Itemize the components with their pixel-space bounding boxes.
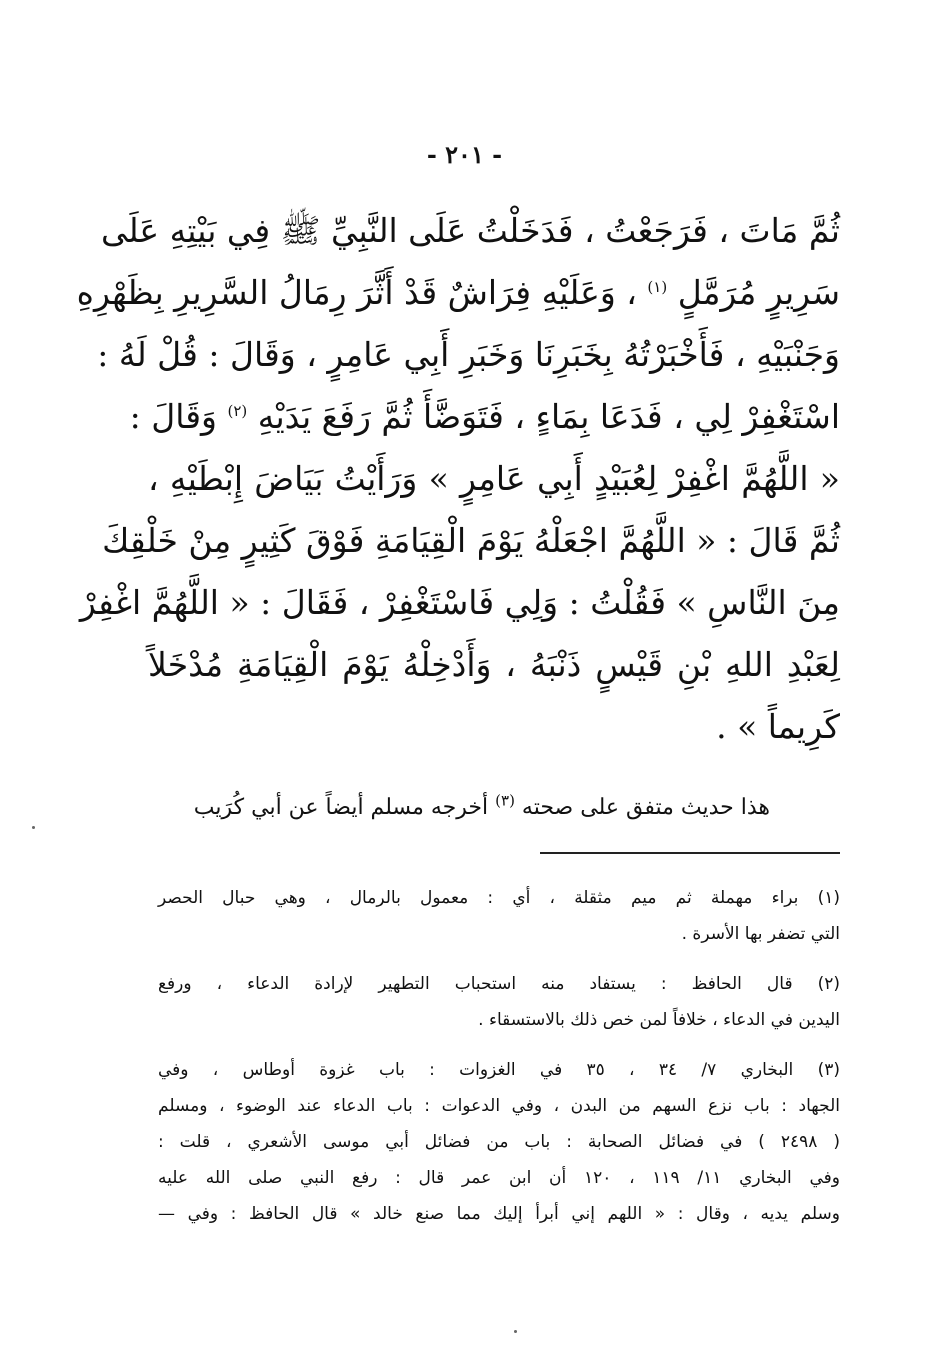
text-line-8: لِعَبْدِ اللهِ بْنِ قَيْسٍ ذَنْبَهُ ، وَأَدْخِلْهُ يَوْمَ الْقِيَامَةِ مُدْخَلاً [148, 645, 840, 684]
text-line-3: وَجَنْبَيْهِ ، فَأَخْبَرْتُهُ بِخَبَرِنَا وَخَبَرِ أَبِي عَامِرٍ ، وَقَالَ : قُلْ لَهُ : [97, 335, 840, 374]
text-line-2-part-b: ، وَعَلَيْهِ فِرَاشٌ قَدْ أَثَّرَ رِمَالُ السَّرِيرِ بِظَهْرِهِ [76, 273, 637, 312]
text-line-4-part-a: اسْتَغْفِرْ لِي ، فَدَعَا بِمَاءٍ ، فَتَوَضَّأَ ثُمَّ رَفَعَ يَدَيْهِ [257, 397, 840, 436]
footnote-3-line-2: الجهاد : باب نزع السهم من البدن ، وفي الدعوات : باب الدعاء عند الوضوء ، ومسلم [158, 1096, 840, 1116]
text-line-4 [129, 386, 840, 448]
footnote-1-line-1: (١) براء مهملة ثم ميم مثقلة ، أي : معمول بالرمال ، وهي حبال الحصر [158, 888, 840, 908]
text-line-4-part-b: وَقَالَ : [129, 397, 217, 436]
footnote-3 [158, 1052, 840, 1232]
footnote-3-line-3: ( ٢٤٩٨ ) في فضائل الصحابة : باب من فضائل أبي موسى الأشعري ، قلت : [158, 1132, 840, 1152]
scan-speck [514, 1330, 517, 1333]
text-line-2-part-a: سَرِيرٍ مُرَمَّلٍ [677, 273, 840, 312]
page-number: - ٢٠١ - [426, 140, 503, 169]
text-line-1: ثُمَّ مَاتَ ، فَرَجَعْتُ ، فَدَخَلْتُ عَلَى النَّبِيِّ ﷺ فِي بَيْتِهِ عَلَى [101, 211, 840, 250]
footnote-marker-2: (٢) [227, 402, 248, 420]
footnote-2-line-1: (٢) قال الحافظ : يستفاد منه استحباب التطهير لإرادة الدعاء ، ورفع [158, 974, 840, 994]
grading-text-b: أخرجه مسلم أيضاً عن أبي كُرَيب [193, 795, 489, 820]
grading-text-a: هذا حديث متفق على صحته [521, 795, 770, 820]
footnote-2 [158, 966, 840, 1038]
text-line-5: « اللَّهُمَّ اغْفِرْ لِعُبَيْدٍ أَبِي عَامِرٍ » وَرَأَيْتُ بَيَاضَ إِبْطَيْهِ ، [148, 459, 840, 498]
footnote-marker-1: (١) [647, 278, 668, 296]
footnote-3-line-5: وسلم يديه ، وقال : « اللهم إني أبرأ إليك مما صنع خالد » قال الحافظ : وفي — [158, 1204, 840, 1224]
scan-speck [32, 826, 35, 829]
footnotes [158, 880, 840, 1246]
hadith-text [76, 200, 840, 758]
footnote-3-line-1: (٣) البخاري ٧/ ٣٤ ، ٣٥ في الغزوات : باب غزوة أوطاس ، وفي [158, 1060, 840, 1080]
text-line-9: كَرِيماً » . [716, 707, 840, 746]
text-line-7: مِنَ النَّاسِ » فَقُلْتُ : وَلِي فَاسْتَغْفِرْ ، فَقَالَ : « اللَّهُمَّ اغْفِرْ [79, 583, 840, 622]
hadith-grading [160, 788, 770, 828]
footnote-1-line-2: التي تضفر بها الأسرة . [681, 924, 840, 944]
text-line-6: ثُمَّ قَالَ : « اللَّهُمَّ اجْعَلْهُ يَوْمَ الْقِيَامَةِ فَوْقَ كَثِيرٍ مِنْ خَلْقِكَ [102, 521, 840, 560]
footnote-1 [158, 880, 840, 952]
footnote-2-line-2: اليدين في الدعاء ، خلافاً لمن خص ذلك بالاستسقاء . [478, 1010, 840, 1030]
footnote-separator [540, 852, 840, 854]
footnote-marker-3: (٣) [495, 791, 515, 810]
footnote-3-line-4: وفي البخاري ١١/ ١١٩ ، ١٢٠ أن ابن عمر قال : رفع النبي صلى الله عليه [158, 1168, 840, 1188]
text-line-2 [76, 262, 840, 324]
